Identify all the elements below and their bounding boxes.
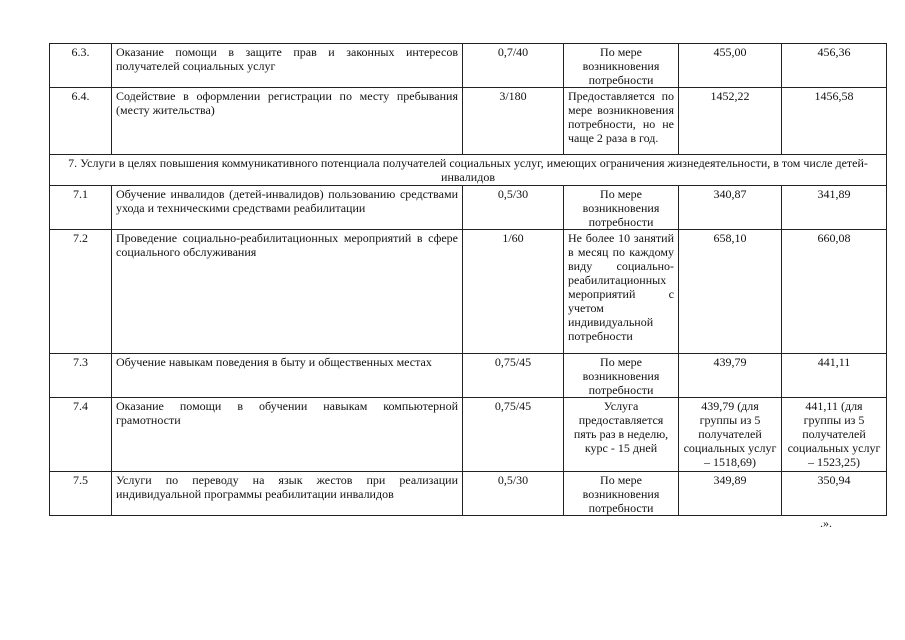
service-periodicity: По мере возникновения потребности bbox=[564, 44, 679, 88]
tariff-table bbox=[49, 43, 887, 516]
section-heading: 7. Услуги в целях повышения коммуникативного потенциала получателей социальных услуг, имеющих ограничения жизнедеятельности, в том числе детей-инвалидов bbox=[50, 155, 887, 186]
service-periodicity: Услуга предоставляется пять раз в неделю, курс - 15 дней bbox=[564, 398, 679, 472]
service-volume: 0,5/30 bbox=[463, 186, 564, 230]
table-row bbox=[50, 186, 887, 230]
service-name: Содействие в оформлении регистрации по месту пребывания (месту жительства) bbox=[112, 88, 463, 155]
service-volume: 3/180 bbox=[463, 88, 564, 155]
service-periodicity: Не более 10 занятий в месяц по каждому виду социально-реабилитационных мероприятий с учетом индивидуальной потребности bbox=[564, 230, 679, 354]
service-volume: 1/60 bbox=[463, 230, 564, 354]
price-new: 660,08 bbox=[782, 230, 887, 354]
table-row bbox=[50, 354, 887, 398]
table-row bbox=[50, 398, 887, 472]
service-periodicity: По мере возникновения потребности bbox=[564, 186, 679, 230]
price-current: 455,00 bbox=[679, 44, 782, 88]
service-name: Оказание помощи в защите прав и законных интересов получателей социальных услуг bbox=[112, 44, 463, 88]
closing-quote-mark: .». bbox=[820, 516, 832, 530]
price-current: 439,79 (для группы из 5 получателей социальных услуг – 1518,69) bbox=[679, 398, 782, 472]
price-current: 340,87 bbox=[679, 186, 782, 230]
table-row bbox=[50, 472, 887, 516]
price-new: 441,11 bbox=[782, 354, 887, 398]
service-name: Оказание помощи в обучении навыкам компьютерной грамотности bbox=[112, 398, 463, 472]
service-name: Обучение навыкам поведения в быту и общественных местах bbox=[112, 354, 463, 398]
row-number: 7.4 bbox=[50, 398, 112, 472]
service-name: Обучение инвалидов (детей-инвалидов) пользованию средствами ухода и техническими средствами реабилитации bbox=[112, 186, 463, 230]
price-current: 439,79 bbox=[679, 354, 782, 398]
service-volume: 0,5/30 bbox=[463, 472, 564, 516]
row-number: 7.1 bbox=[50, 186, 112, 230]
row-number: 7.5 bbox=[50, 472, 112, 516]
table-row bbox=[50, 230, 887, 354]
service-name: Услуги по переводу на язык жестов при реализации индивидуальной программы реабилитации инвалидов bbox=[112, 472, 463, 516]
table-row bbox=[50, 44, 887, 88]
price-new: 1456,58 bbox=[782, 88, 887, 155]
service-volume: 0,75/45 bbox=[463, 398, 564, 472]
service-periodicity: По мере возникновения потребности bbox=[564, 472, 679, 516]
row-number: 7.2 bbox=[50, 230, 112, 354]
price-new: 441,11 (для группы из 5 получателей социальных услуг – 1523,25) bbox=[782, 398, 887, 472]
service-name: Проведение социально-реабилитационных мероприятий в сфере социального обслуживания bbox=[112, 230, 463, 354]
price-new: 456,36 bbox=[782, 44, 887, 88]
price-current: 349,89 bbox=[679, 472, 782, 516]
service-periodicity: По мере возникновения потребности bbox=[564, 354, 679, 398]
table-row bbox=[50, 88, 887, 155]
price-new: 350,94 bbox=[782, 472, 887, 516]
price-new: 341,89 bbox=[782, 186, 887, 230]
service-volume: 0,75/45 bbox=[463, 354, 564, 398]
section-row bbox=[50, 155, 887, 186]
row-number: 7.3 bbox=[50, 354, 112, 398]
row-number: 6.4. bbox=[50, 88, 112, 155]
service-volume: 0,7/40 bbox=[463, 44, 564, 88]
row-number: 6.3. bbox=[50, 44, 112, 88]
price-current: 658,10 bbox=[679, 230, 782, 354]
price-current: 1452,22 bbox=[679, 88, 782, 155]
service-periodicity: Предоставляется по мере возникновения потребности, но не чаще 2 раза в год. bbox=[564, 88, 679, 155]
